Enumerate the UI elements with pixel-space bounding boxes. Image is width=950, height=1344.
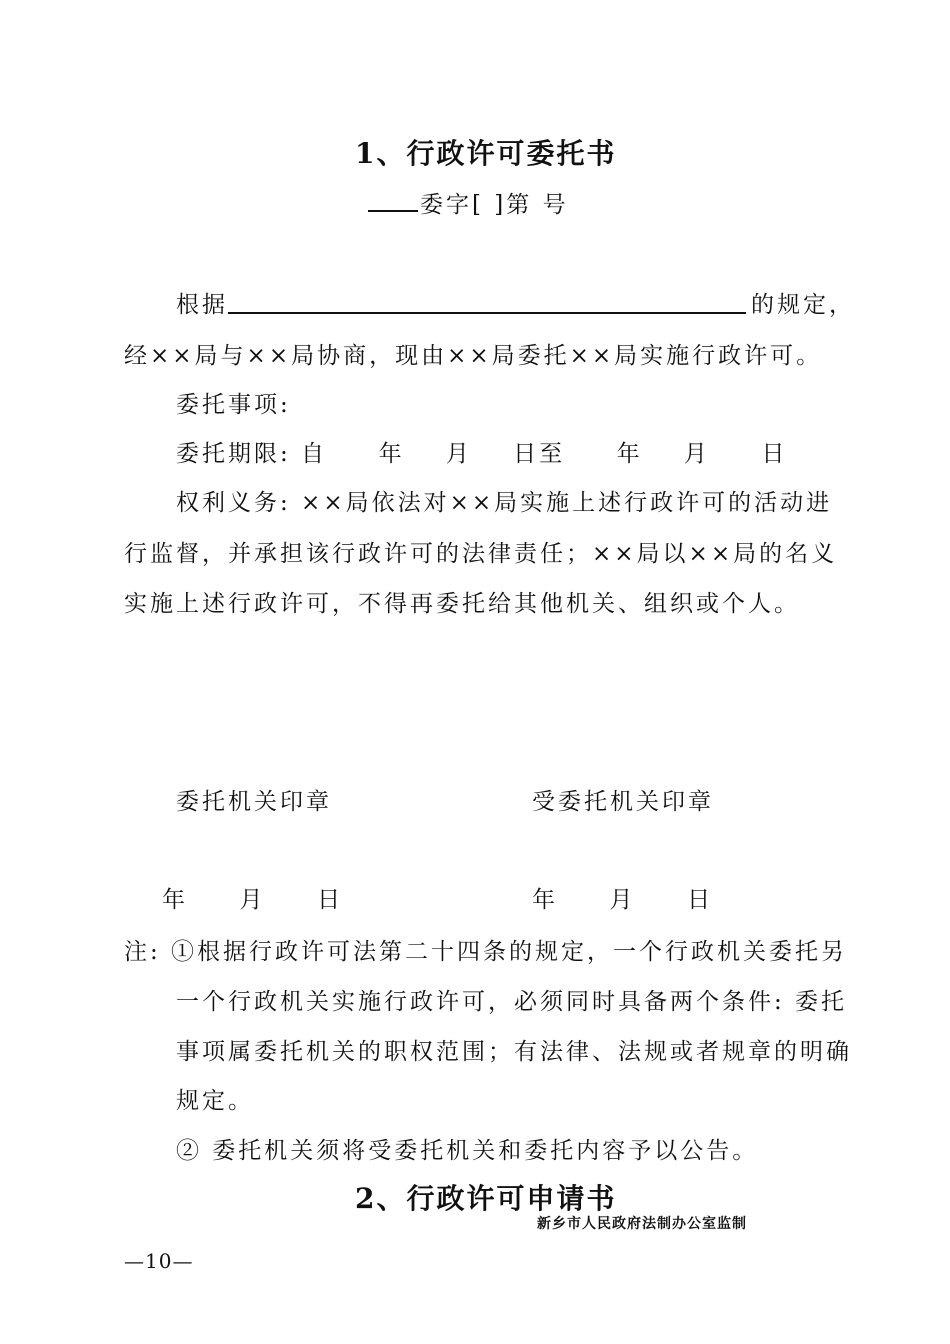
entrusted-matter: 委托事项: (176, 392, 291, 418)
doc-number-line (368, 186, 569, 219)
issuer-blank (368, 190, 418, 212)
note-1-line-2: 一个行政机关实施行政许可，必须同时具备两个条件: 委托 (176, 989, 848, 1015)
note-2: ② 委托机关须将受委托机关和委托内容予以公告。 (176, 1138, 759, 1164)
section1-title: 1、行政许可委托书 (355, 137, 617, 170)
rights-line-3: 实施上述行政许可，不得再委托给其他机关、组织或个人。 (124, 591, 800, 617)
entrusting-seal-label: 委托机关印章 (176, 789, 332, 815)
entrusting-date: 年 月 日 (162, 887, 344, 913)
basis-blank (228, 312, 746, 314)
note-1-line-1: 注: ①根据行政许可法第二十四条的规定，一个行政机关委托另 (124, 939, 848, 965)
page-number: —10— (124, 1249, 194, 1273)
basis-prefix: 根据 (176, 292, 228, 318)
supervisor-credit: 新乡市人民政府法制办公室监制 (537, 1216, 747, 1232)
basis-suffix: 的规定， (751, 292, 855, 318)
rights-line-1: 权利义务: ××局依法对××局实施上述行政许可的活动进 (176, 490, 833, 516)
consultation-line: 经××局与××局协商，现由××局委托××局实施行政许可。 (124, 343, 823, 369)
note-1-line-3: 事项属委托机关的职权范围；有法律、法规或者规章的明确 (176, 1039, 852, 1065)
doc-number: 委字[ ]第 号 (420, 192, 569, 218)
section2-title: 2、行政许可申请书 (355, 1182, 617, 1215)
note-1-line-4: 规定。 (176, 1088, 254, 1114)
rights-line-2: 行监督，并承担该行政许可的法律责任；××局以××局的名义 (124, 541, 838, 567)
entrusted-date: 年 月 日 (532, 887, 714, 913)
entrustment-period: 委托期限: 自 年 月 日至 年 月 日 (176, 441, 788, 467)
entrusted-seal-label: 受委托机关印章 (532, 789, 714, 815)
